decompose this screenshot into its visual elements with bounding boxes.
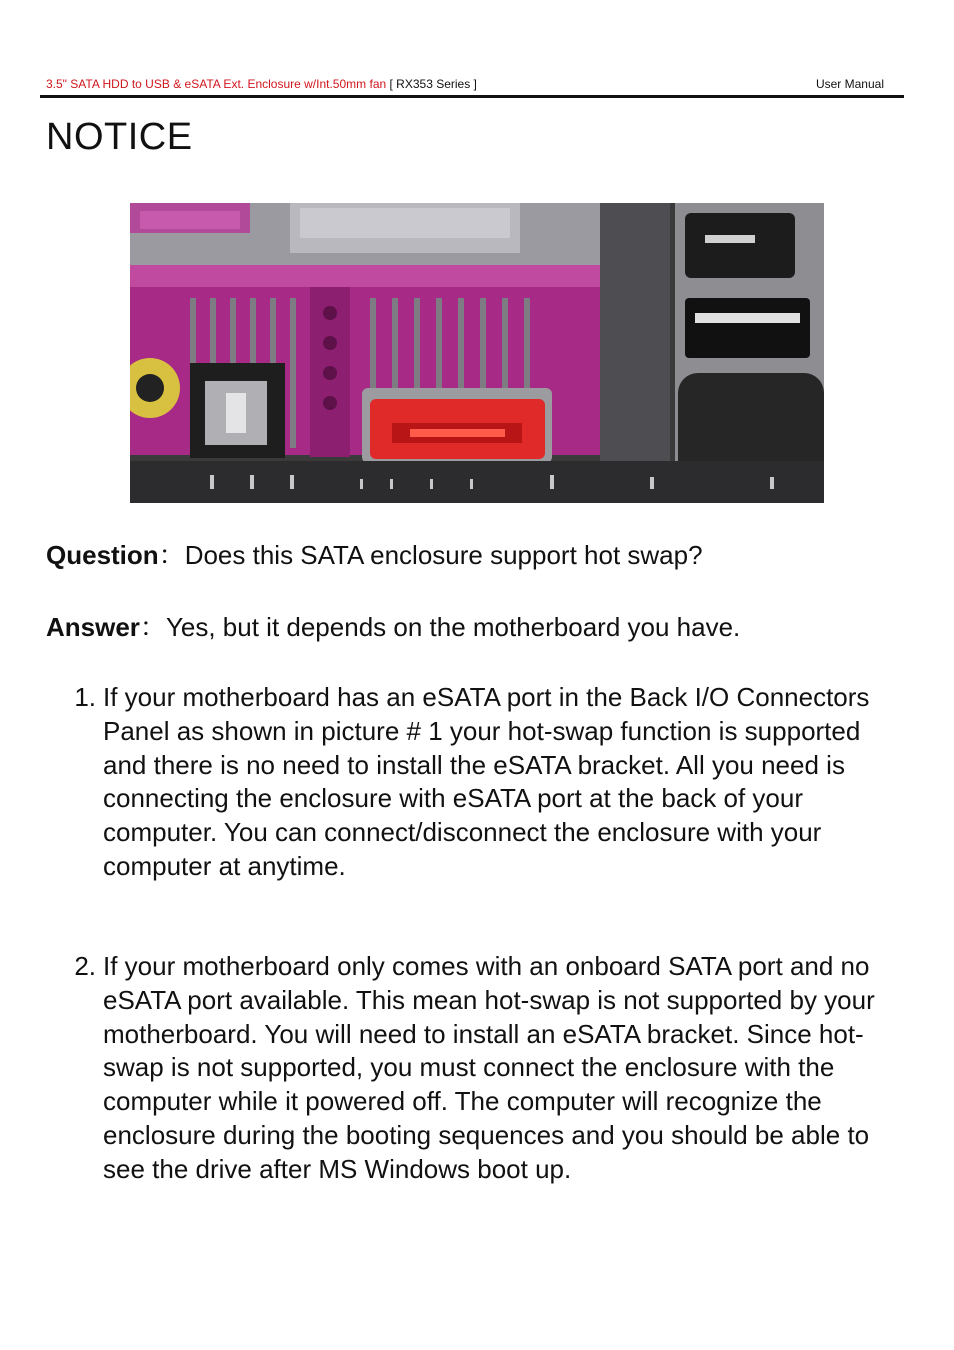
header-product-title: 3.5" SATA HDD to USB & eSATA Ext. Enclosure w/Int.50mm fan [46, 77, 387, 91]
page-title: NOTICE [46, 116, 193, 158]
question-text: Does this SATA enclosure support hot swap? [184, 540, 703, 570]
question-separator: ： [158, 540, 185, 570]
answer-text: Yes, but it depends on the motherboard you have. [165, 612, 741, 642]
header-manual-label: User Manual [815, 77, 884, 91]
list-item [46, 950, 916, 1187]
page-header [46, 77, 884, 91]
list-item-text: If your motherboard only comes with an onboard SATA port and no eSATA port available. This mean hot-swap is not supported by your motherboard. You will need to install an eSATA bracket. Since hot-swap is not supported, you must connect the enclosure with the computer while it powered off. The computer will recognize the enclosure during the booting sequences and you should be able to see the drive after MS Windows boot up. [103, 951, 875, 1184]
list-item-number: 1. [74, 682, 96, 712]
esata-port-photo [130, 203, 824, 503]
answer-separator: ： [139, 612, 166, 642]
list-item-text: If your motherboard has an eSATA port in the Back I/O Connectors Panel as shown in picture # 1 your hot-swap function is supported and there is no need to install the eSATA bracket. All you need is connecting the enclosure with eSATA port at the back of your computer. You can connect/disconnect the enclosure with your computer at anytime. [103, 682, 870, 881]
question-line [46, 538, 703, 572]
list-item [46, 681, 916, 884]
header-series: [ RX353 Series ] [389, 77, 477, 91]
answer-label: Answer [46, 612, 140, 642]
list-item-number: 2. [74, 951, 96, 981]
answer-line [46, 610, 740, 644]
question-label: Question [46, 540, 159, 570]
header-divider [40, 95, 904, 98]
